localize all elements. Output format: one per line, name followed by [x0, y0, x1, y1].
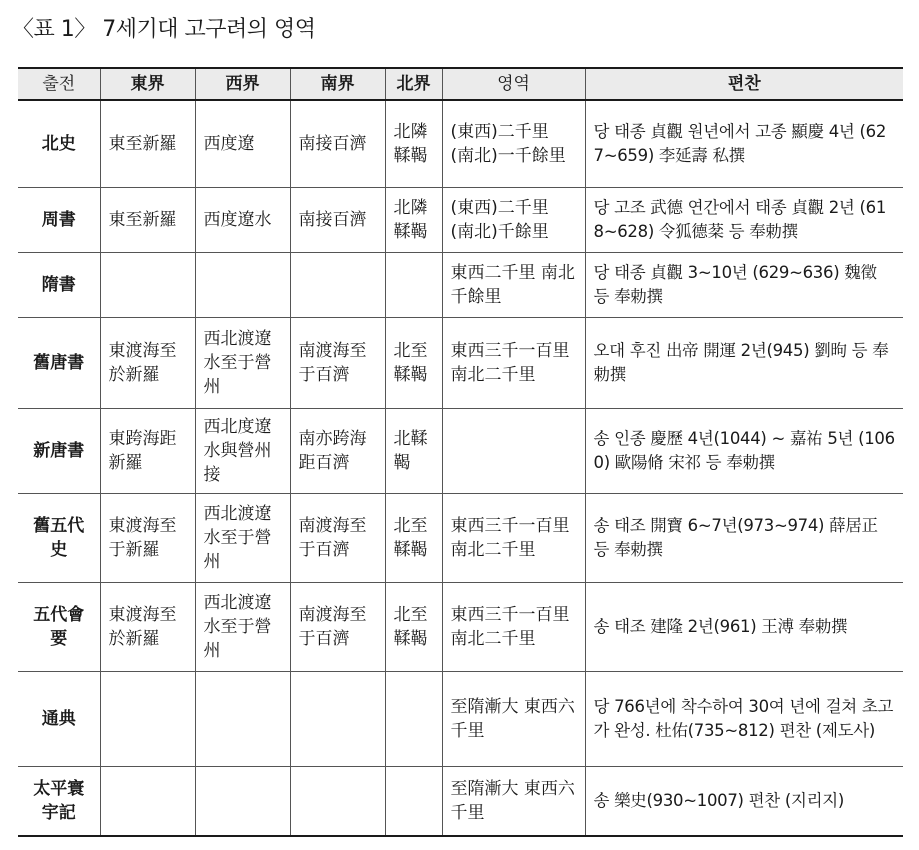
source-cell: 新唐書: [33, 441, 85, 461]
header-west: 西界: [195, 68, 290, 100]
compilation-cell: 당 고조 武德 연간에서 태종 貞觀 2년 (618~628) 令狐德棻 등 奉勅撰: [585, 188, 903, 253]
compilation-cell: 송 태조 建隆 2년(961) 王溥 奉勅撰: [585, 583, 903, 672]
west-cell: 西北渡遼水至于營州: [195, 318, 290, 409]
table-row: [18, 672, 903, 767]
table-row: [18, 583, 903, 672]
east-cell: 東渡海至於新羅: [100, 583, 195, 672]
table-row: [18, 253, 903, 318]
east-cell: 東至新羅: [100, 100, 195, 188]
table-row: [18, 318, 903, 409]
compilation-cell: 당 태종 貞觀 3~10년 (629~636) 魏徵 등 奉勅撰: [585, 253, 903, 318]
header-row: [18, 68, 903, 100]
compilation-cell: 송 태조 開寶 6~7년(973~974) 薛居正 등 奉勅撰: [585, 494, 903, 583]
west-cell: 西度遼: [195, 100, 290, 188]
east-cell: [100, 253, 195, 318]
territory-cell: 東西三千一百里 南北二千里: [442, 583, 585, 672]
south-cell: [290, 672, 385, 767]
header-source: 출전: [42, 74, 76, 94]
east-cell: 東渡海至於新羅: [100, 318, 195, 409]
table-row: [18, 409, 903, 494]
north-cell: 北鞣鞨: [385, 409, 442, 494]
east-cell: 東至新羅: [100, 188, 195, 253]
header-territory: 영역: [442, 68, 585, 100]
territory-cell: 東西二千里 南北千餘里: [442, 253, 585, 318]
territory-cell: 至隋漸大 東西六千里: [442, 767, 585, 837]
header-east: 東界: [100, 68, 195, 100]
north-cell: [385, 767, 442, 837]
table-row: [18, 494, 903, 583]
compilation-cell: 오대 후진 出帝 開運 2년(945) 劉昫 등 奉勅撰: [585, 318, 903, 409]
compilation-cell: 송 인종 慶歷 4년(1044) ~ 嘉祐 5년 (1060) 歐陽脩 宋祁 등 奉勅撰: [585, 409, 903, 494]
east-cell: [100, 672, 195, 767]
header-south: 南界: [290, 68, 385, 100]
west-cell: 西度遼水: [195, 188, 290, 253]
south-cell: 南渡海至于百濟: [290, 494, 385, 583]
table-row: [18, 100, 903, 188]
north-cell: 北至 鞣鞨: [385, 583, 442, 672]
west-cell: 西北度遼水與營州接: [195, 409, 290, 494]
header-north: 北界: [385, 68, 442, 100]
east-cell: [100, 767, 195, 837]
territory-cell: (東西)二千里 (南北)千餘里: [442, 188, 585, 253]
compilation-cell: 당 766년에 착수하여 30여 년에 걸쳐 초고가 완성. 杜佑(735~812) 편찬 (제도사): [585, 672, 903, 767]
north-cell: 北隣 鞣鞨: [385, 188, 442, 253]
source-cell: 隋書: [41, 275, 76, 295]
east-cell: 東渡海至于新羅: [100, 494, 195, 583]
south-cell: 南接百濟: [290, 100, 385, 188]
source-cell: 通典: [41, 709, 76, 729]
source-cell: 太平寰宇記: [33, 779, 85, 823]
north-cell: 北隣 鞣鞨: [385, 100, 442, 188]
source-cell: 舊五代史: [33, 516, 85, 560]
territory-cell: (東西)二千里 (南北)一千餘里: [442, 100, 585, 188]
territory-cell: 東西三千一百里 南北二千里: [442, 494, 585, 583]
source-cell: 舊唐書: [33, 353, 85, 373]
table-row: [18, 767, 903, 837]
south-cell: [290, 253, 385, 318]
source-cell: 五代會要: [33, 605, 85, 649]
source-cell: 北史: [41, 134, 76, 154]
west-cell: 西北渡遼水至于營州: [195, 583, 290, 672]
west-cell: [195, 672, 290, 767]
table-row: [18, 188, 903, 253]
north-cell: [385, 672, 442, 767]
compilation-cell: 당 태종 貞觀 원년에서 고종 顯慶 4년 (627~659) 李延壽 私撰: [585, 100, 903, 188]
south-cell: 南渡海至于百濟: [290, 583, 385, 672]
north-cell: [385, 253, 442, 318]
compilation-cell: 송 樂史(930~1007) 편찬 (지리지): [585, 767, 903, 837]
territory-cell: [442, 409, 585, 494]
territory-table: [18, 67, 903, 837]
west-cell: 西北渡遼水至于營州: [195, 494, 290, 583]
west-cell: [195, 767, 290, 837]
north-cell: 北至 鞣鞨: [385, 318, 442, 409]
source-cell: 周書: [41, 210, 76, 230]
south-cell: 南亦跨海距百濟: [290, 409, 385, 494]
territory-cell: 東西三千一百里 南北二千里: [442, 318, 585, 409]
west-cell: [195, 253, 290, 318]
south-cell: 南渡海至于百濟: [290, 318, 385, 409]
south-cell: [290, 767, 385, 837]
north-cell: 北至 鞣鞨: [385, 494, 442, 583]
south-cell: 南接百濟: [290, 188, 385, 253]
east-cell: 東跨海距新羅: [100, 409, 195, 494]
header-compilation: 편찬: [585, 68, 903, 100]
table-caption: 〈표 1〉 7세기대 고구려의 영역: [12, 17, 316, 42]
territory-cell: 至隋漸大 東西六千里: [442, 672, 585, 767]
